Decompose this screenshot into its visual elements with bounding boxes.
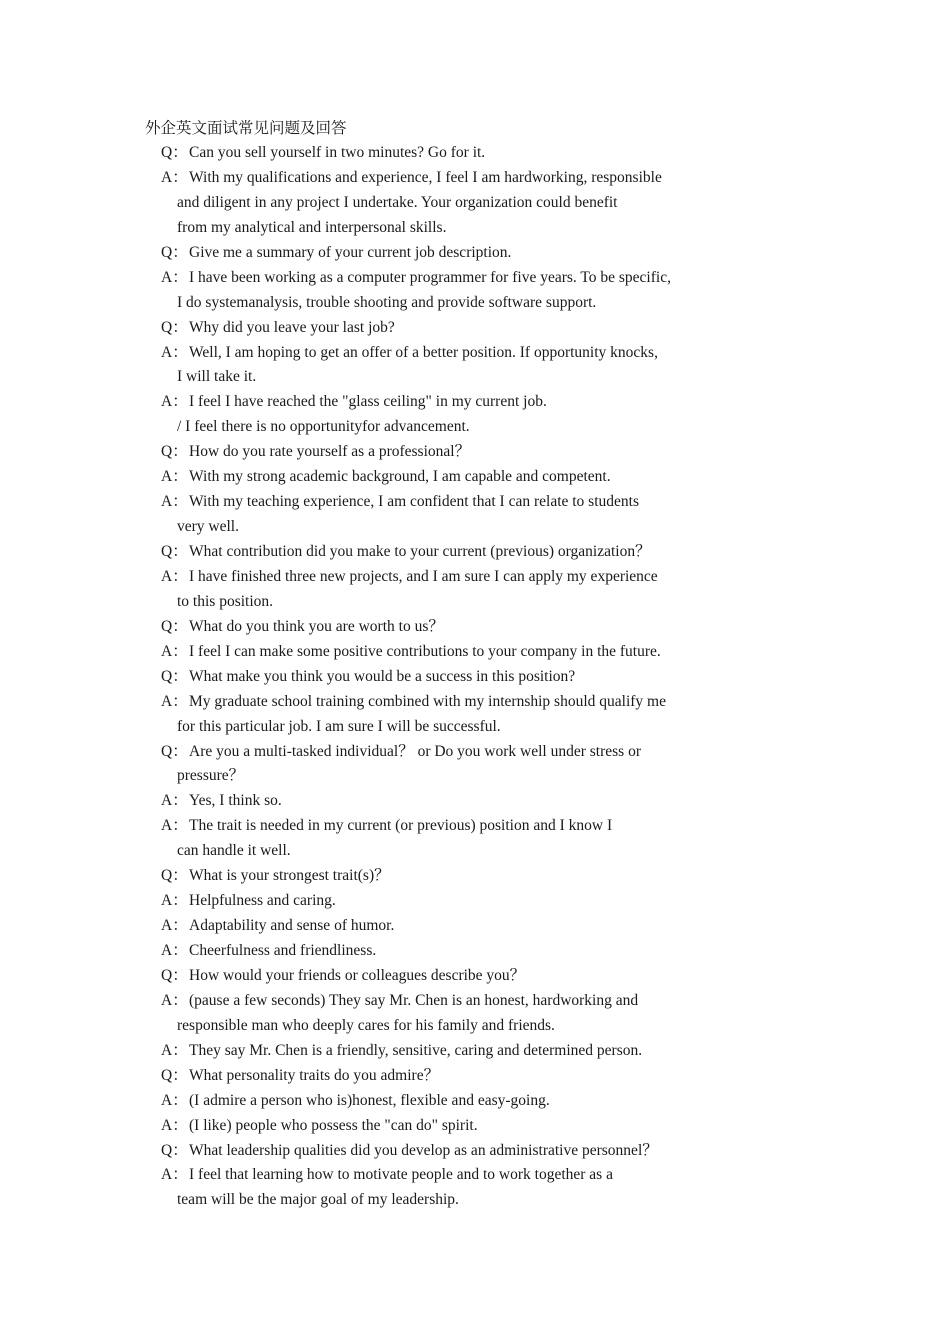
answer-line [0,989,950,1014]
answer-line [0,814,950,839]
answer-line [0,465,950,490]
line-prefix: Q： [161,543,188,560]
line-text: The trait is needed in my current (or previous) position and I know I [189,817,613,835]
line-text: Give me a summary of your current job description. [189,243,512,261]
question-line [0,316,950,341]
continuation-line [0,1014,950,1039]
line-prefix: Q： [161,443,188,461]
line-prefix: A： [161,1166,188,1184]
continuation-line [0,839,950,864]
line-text: from my analytical and interpersonal skills. [177,218,447,236]
line-prefix: A： [161,268,188,286]
line-prefix: Q： [161,617,188,635]
question-line [0,1139,950,1164]
answer-line [0,266,950,291]
line-text: (pause a few seconds) They say Mr. Chen is an honest, hardworking and [189,991,639,1009]
line-text: Cheerfulness and friendliness. [189,942,377,959]
line-prefix: A： [161,343,188,361]
answer-line [0,1089,950,1114]
line-text: I feel I have reached the "glass ceiling" in my current job. [189,393,547,411]
line-text: With my qualifications and experience, I feel I am hardworking, responsible [189,168,662,186]
continuation-line [0,216,950,241]
line-prefix: A： [161,942,188,959]
line-prefix: A： [161,692,188,710]
answer-line [0,939,950,964]
line-text: With my strong academic background, I am capable and competent. [189,468,611,486]
line-prefix: Q： [161,318,188,336]
line-text: What make you think you would be a success in this position? [189,667,576,685]
continuation-line [0,291,950,316]
line-prefix: Q： [161,742,188,760]
question-line [0,740,950,765]
question-line [0,241,950,266]
line-prefix: A： [161,917,188,935]
line-text: I have been working as a computer programmer for five years. To be specific, [189,268,671,286]
line-text: / I feel there is no opportunityfor advancement. [177,418,470,436]
line-text: How do you rate yourself as a professional？ [189,443,471,461]
line-text: My graduate school training combined with my internship should qualify me [189,692,666,710]
line-text: Adaptability and sense of humor. [189,917,395,935]
line-prefix: A： [161,1041,188,1059]
line-prefix: A： [161,1116,188,1134]
line-text: and diligent in any project I undertake. Your organization could benefit [177,193,618,211]
line-text: With my teaching experience, I am confident that I can relate to students [189,493,639,511]
line-prefix: A： [161,892,188,910]
line-text: Are you a multi-tasked individual？ or Do you work well under stress or [189,742,641,760]
line-text: Why did you leave your last job? [189,318,395,336]
line-prefix: Q： [161,1141,188,1159]
line-text: Helpfulness and caring. [189,892,336,910]
line-prefix: Q： [161,1066,188,1084]
question-line [0,964,950,989]
answer-line [0,640,950,665]
line-text: What do you think you are worth to us？ [189,617,444,635]
line-prefix: A： [161,468,188,486]
line-text: responsible man who deeply cares for his family and friends. [177,1016,555,1034]
line-text: Well, I am hoping to get an offer of a better position. If opportunity knocks, [189,343,658,361]
line-prefix: Q： [161,144,188,161]
continuation-line [0,590,950,615]
answer-line [0,1114,950,1139]
continuation-line [0,764,950,789]
question-line [0,141,950,166]
line-text: I will take it. [177,368,257,386]
line-text: I do systemanalysis, trouble shooting and provide software support. [177,293,597,311]
continuation-line [0,715,950,740]
question-line [0,864,950,889]
line-prefix: A： [161,991,188,1009]
question-line [0,615,950,640]
line-text: to this position. [177,592,274,610]
continuation-line [0,1188,950,1213]
line-prefix: A： [161,567,188,585]
line-text: What leadership qualities did you develop as an administrative personnel？ [189,1141,658,1159]
line-prefix: A： [161,817,188,835]
answer-line [0,789,950,814]
question-line [0,440,950,465]
answer-line [0,565,950,590]
question-line [0,540,950,565]
line-text: pressure？ [177,767,245,785]
document-title: 外企英文面试常见问题及回答 [145,120,347,137]
line-text: What personality traits do you admire？ [189,1066,440,1084]
line-text: How would your friends or colleagues describe you？ [189,966,526,984]
line-text: for this particular job. I am sure I will be successful. [177,717,501,735]
line-text: I feel that learning how to motivate people and to work together as a [189,1166,613,1184]
line-text: Can you sell yourself in two minutes? Go for it. [189,144,486,161]
line-text: I feel I can make some positive contributions to your company in the future. [189,642,661,660]
line-text: Yes, I think so. [189,792,282,810]
line-text: What is your strongest trait(s)？ [189,867,390,885]
line-prefix: Q： [161,867,188,885]
line-text: I have finished three new projects, and I am sure I can apply my experience [189,567,658,585]
answer-line [0,490,950,515]
line-prefix: Q： [161,243,188,261]
line-text: (I like) people who possess the "can do" spirit. [189,1116,478,1134]
question-line [0,665,950,690]
question-line [0,1064,950,1089]
answer-line [0,1039,950,1064]
qa-list [0,141,950,1213]
line-prefix: A： [161,792,188,810]
line-text: They say Mr. Chen is a friendly, sensitive, caring and determined person. [189,1041,643,1059]
line-text: What contribution did you make to your current (previous) organization？ [189,543,651,560]
line-prefix: Q： [161,966,188,984]
answer-line [0,889,950,914]
continuation-line [0,191,950,216]
line-prefix: A： [161,393,188,411]
answer-line [0,390,950,415]
line-text: (I admire a person who is)honest, flexible and easy-going. [189,1091,550,1109]
answer-line [0,341,950,366]
answer-line [0,166,950,191]
line-text: can handle it well. [177,842,291,860]
answer-line [0,690,950,715]
line-text: very well. [177,518,239,536]
line-prefix: A： [161,1091,188,1109]
answer-line [0,1163,950,1188]
line-prefix: Q： [161,667,188,685]
continuation-line [0,365,950,390]
continuation-line [0,415,950,440]
line-text: team will be the major goal of my leadership. [177,1191,459,1209]
line-prefix: A： [161,493,188,511]
line-prefix: A： [161,168,188,186]
answer-line [0,914,950,939]
line-prefix: A： [161,642,188,660]
continuation-line [0,515,950,540]
